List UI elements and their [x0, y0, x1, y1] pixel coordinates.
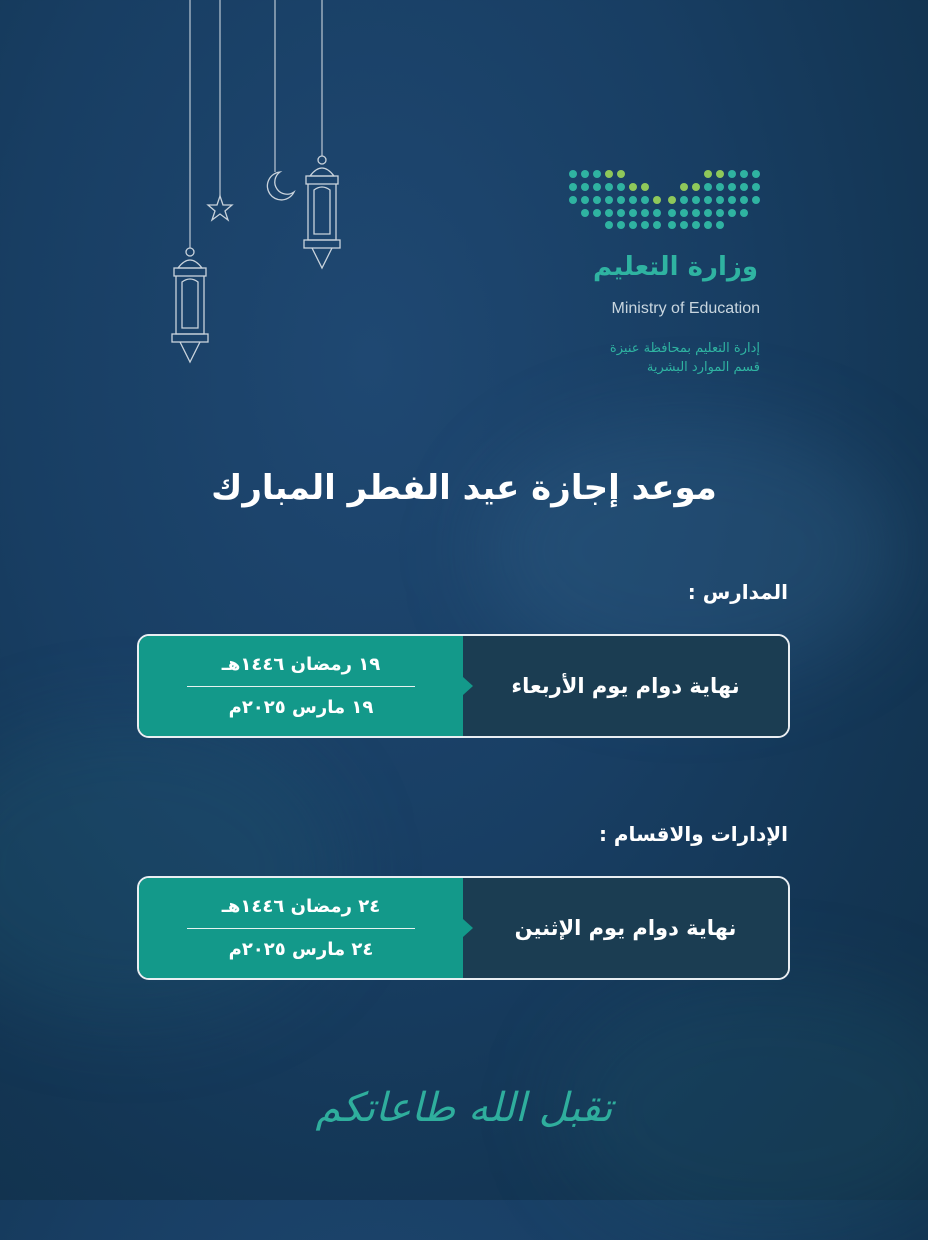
- hijri-date: ١٩ رمضان ١٤٤٦هـ: [221, 653, 381, 675]
- ministry-subtitle-line1: إدارة التعليم بمحافظة عنيزة: [609, 341, 760, 356]
- date-panel: [139, 878, 463, 978]
- description-panel: [463, 636, 788, 736]
- description-panel: [463, 878, 788, 978]
- ministry-subtitle-line2: قسم الموارد البشرية: [646, 360, 760, 375]
- hijri-date: ٢٤ رمضان ١٤٤٦هـ: [221, 895, 381, 917]
- schools-card: [137, 634, 790, 738]
- card-description: نهاية دوام يوم الأربعاء: [511, 674, 740, 698]
- section-label-schools: المدارس :: [687, 580, 788, 604]
- date-divider: [187, 928, 415, 929]
- footer-calligraphy: تقبل الله طاعاتكم: [315, 1085, 613, 1131]
- date-divider: [187, 686, 415, 687]
- lantern-icon: [172, 248, 208, 362]
- date-panel: [139, 636, 463, 736]
- ramadan-decorations: [150, 0, 370, 380]
- card-description: نهاية دوام يوم الإثنين: [514, 916, 737, 940]
- page-title: موعد إجازة عيد الفطر المبارك: [211, 468, 717, 508]
- ministry-logo: [555, 168, 770, 388]
- departments-card: [137, 876, 790, 980]
- star-icon: [208, 196, 232, 220]
- section-label-departments: الإدارات والاقسام :: [598, 822, 788, 846]
- gregorian-date: ١٩ مارس ٢٠٢٥م: [228, 696, 374, 718]
- ministry-logo-icon: [567, 168, 762, 230]
- crescent-icon: [267, 172, 294, 200]
- ministry-english-name: Ministry of Education: [611, 300, 760, 317]
- ministry-arabic-name: وزارة التعليم: [593, 252, 758, 282]
- gregorian-date: ٢٤ مارس ٢٠٢٥م: [228, 938, 374, 960]
- lantern-icon: [304, 156, 340, 268]
